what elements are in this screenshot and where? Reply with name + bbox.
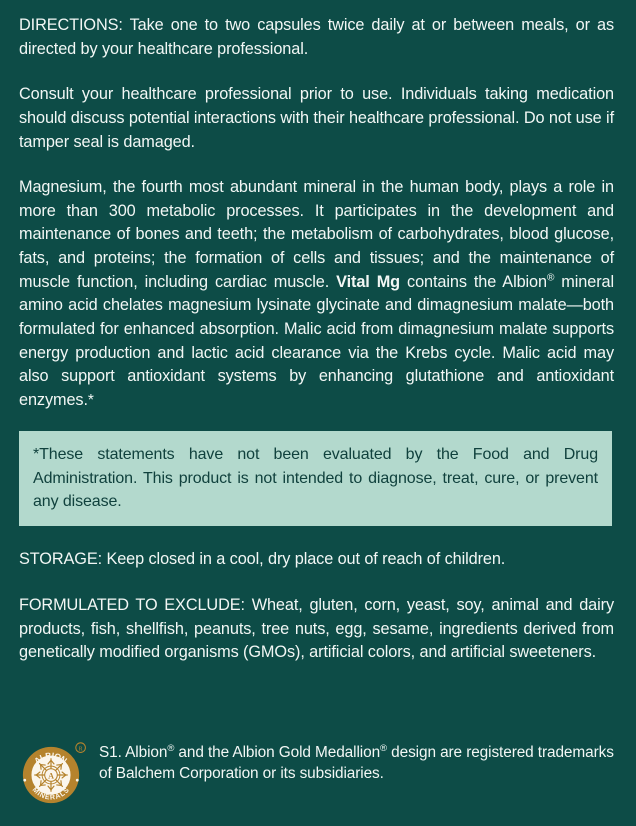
directions-paragraph: [19, 14, 614, 61]
registered-trademark-mark: ®: [380, 742, 387, 754]
storage-body: Keep closed in a cool, dry place out of reach of children.: [102, 550, 506, 569]
registered-trademark-mark: ®: [167, 742, 175, 754]
trademark-text-part2: and the Albion Gold Medallion: [174, 744, 381, 761]
brand-name-vital-mg: Vital Mg: [336, 272, 401, 291]
consult-paragraph: Consult your healthcare professional prior to use. Individuals taking medication should discuss potential interactions with their healthcare professional. Do not use if tamper seal is damaged.: [19, 85, 614, 151]
storage-paragraph: [19, 548, 614, 572]
magnesium-text-part3: mineral amino acid chelates magnesium lysinate glycinate and dimagnesium malate—both formulated for enhanced absorption. Malic acid from dimagnesium malate supports energy production and lactic acid clearance via the Krebs cycle. Malic acid may also support antioxidant systems by enhancing glutathione and antioxidant enzymes.: [19, 272, 614, 409]
formulated-to-exclude-body: Wheat, gluten, corn, yeast, soy, animal and dairy products, fish, shellfish, peanuts, tree nuts, egg, sesame, ingredients derived from genetically modified organisms (GMOs), artificial colors, and artificial sweeteners.: [19, 596, 614, 662]
footer: [14, 736, 626, 812]
albion-minerals-logo-icon: [14, 738, 88, 812]
registered-trademark-mark: ®: [546, 272, 555, 284]
directions-body: Take one to two capsules twice daily at or between meals, or as directed by your healthcare professional.: [19, 16, 614, 58]
fda-disclaimer-text: *These statements have not been evaluated by the Food and Drug Administration. This product is not intended to diagnose, treat, cure, or prevent any disease.: [33, 446, 598, 511]
storage-heading: STORAGE:: [19, 550, 103, 569]
logo-bottom-text: MINERALS: [30, 786, 72, 802]
trademark-notice: [99, 736, 626, 785]
fda-disclaimer-box: [19, 431, 612, 526]
formulated-to-exclude-paragraph: [19, 594, 614, 665]
trademark-text-part3: design are registered trademarks of Balchem Corporation or its subsidiaries.: [99, 744, 614, 783]
formulated-to-exclude-heading: FORMULATED TO EXCLUDE:: [19, 596, 245, 615]
spacer: [19, 572, 614, 594]
logo-center-letter: A: [48, 771, 54, 781]
spacer: [19, 154, 614, 176]
logo-registered-mark: R: [78, 746, 83, 753]
spacer: [19, 526, 614, 548]
trademark-text-part1: S1. Albion: [99, 744, 168, 761]
directions-heading: DIRECTIONS:: [19, 16, 123, 34]
magnesium-text-part1: Magnesium, the fourth most abundant mineral in the human body, plays a role in more than 300 metabolic processes. It participates in the development and maintenance of bones and teeth; the metabolism of carbohydrates, blood glucose, fats, and proteins; the formation of cells and tissues; and the maintenance of muscle function, including cardiac muscle.: [19, 178, 614, 291]
magnesium-text-part2: contains the Albion: [400, 272, 547, 291]
spacer: [19, 61, 614, 83]
logo-top-text: ALBION: [32, 750, 70, 767]
magnesium-description-paragraph: [19, 176, 614, 412]
asterisk-footnote-mark: *: [87, 391, 94, 409]
